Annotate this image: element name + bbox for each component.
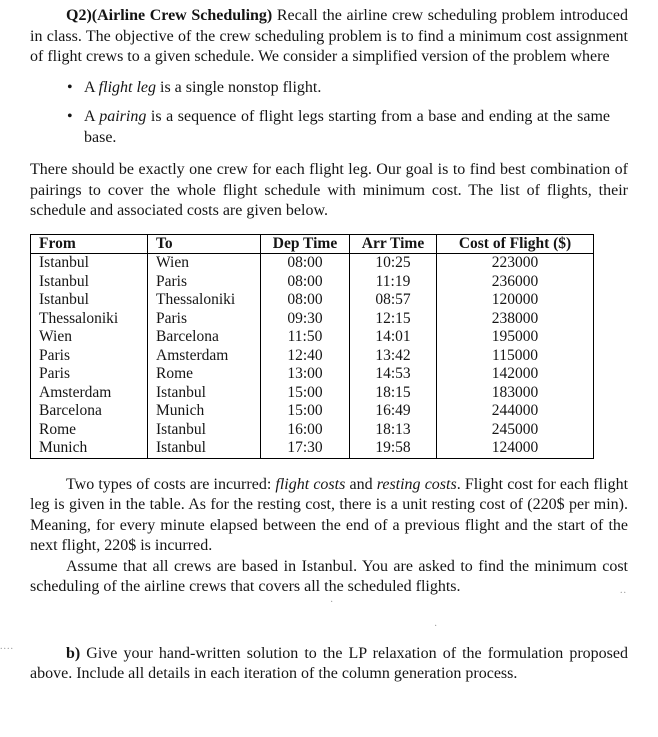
table-row [31, 402, 594, 421]
list-item-pairing [67, 107, 611, 148]
q2-intro-paragraph [30, 6, 628, 68]
bullet-post: is a sequence of flight legs starting from a base and ending at the same base. [84, 108, 611, 146]
table-cell: 18:15 [350, 384, 437, 403]
table-cell: 12:40 [261, 347, 350, 366]
scan-artifact: .... [0, 641, 14, 652]
q2-label: Q2)(Airline Crew Scheduling) [66, 7, 273, 24]
table-cell: 14:53 [350, 365, 437, 384]
table-cell: Rome [31, 421, 148, 440]
table-cell: 124000 [437, 439, 594, 458]
table-cell: 15:00 [261, 384, 350, 403]
table-cell: 11:50 [261, 328, 350, 347]
part-b-paragraph [30, 644, 628, 685]
table-cell: 13:00 [261, 365, 350, 384]
table-cell: Istanbul [148, 421, 261, 440]
table-row [31, 310, 594, 329]
table-cell: Munich [31, 439, 148, 458]
table-cell: Paris [148, 310, 261, 329]
table-row [31, 291, 594, 310]
table-cell: Rome [148, 365, 261, 384]
table-cell: Paris [31, 365, 148, 384]
costs-text: and [345, 475, 377, 493]
table-cell: 19:58 [350, 439, 437, 458]
table-cell: Istanbul [148, 384, 261, 403]
table-cell: 244000 [437, 402, 594, 421]
table-cell: 11:19 [350, 273, 437, 292]
table-cell: Thessaloniki [31, 310, 148, 329]
table-row [31, 328, 594, 347]
bullet-post: is a single nonstop flight. [156, 78, 322, 96]
part-b-label: b) [66, 644, 81, 662]
table-row [31, 439, 594, 458]
table-cell: 120000 [437, 291, 594, 310]
term-resting-costs: resting costs [376, 475, 457, 493]
table-cell: 17:30 [261, 439, 350, 458]
table-header-row [31, 234, 594, 254]
column-header: To [148, 234, 261, 254]
column-header: Dep Time [261, 234, 350, 254]
table-cell: Barcelona [31, 402, 148, 421]
term-pairing: pairing [99, 108, 147, 125]
scan-artifact: .. [620, 585, 627, 596]
table-cell: Munich [148, 402, 261, 421]
table-cell: 18:13 [350, 421, 437, 440]
table-cell: 15:00 [261, 402, 350, 421]
table-cell: Paris [148, 273, 261, 292]
table-cell: Istanbul [31, 273, 148, 292]
table-cell: 14:01 [350, 328, 437, 347]
costs-text: Two types of costs are incurred: [66, 475, 276, 493]
table-cell: 238000 [437, 310, 594, 329]
table-cell: 236000 [437, 273, 594, 292]
table-cell: 08:00 [261, 254, 350, 273]
table-cell: Wien [148, 254, 261, 273]
table-row [31, 384, 594, 403]
table-row [31, 347, 594, 366]
table-cell: Barcelona [148, 328, 261, 347]
term-flight-costs: flight costs [275, 475, 346, 493]
table-cell: 12:15 [350, 310, 437, 329]
column-header: From [31, 234, 148, 254]
table-cell: Amsterdam [148, 347, 261, 366]
bullet-pre: A [84, 78, 99, 96]
blank-gap [30, 598, 628, 644]
costs-text: . Flight cost for each flight leg is given in the table. As for the resting cost, there is a unit resting cost of (220$ per min). Meaning, for every minute elapsed between the end of a previous flight and the start of the next flight, 220$ is incurred. [30, 475, 629, 554]
q2-intro-text: Recall the airline crew scheduling problem introduced in class. The objective of the crew scheduling problem is to find a minimum cost assignment of flight crews to a given schedule. We consider a simplified version of the problem where [30, 7, 628, 65]
table-cell: 195000 [437, 328, 594, 347]
flights-table-body [31, 254, 594, 459]
definitions-list [30, 78, 628, 149]
bullet-pre: A [84, 108, 100, 125]
scan-artifact: · [330, 597, 335, 608]
table-cell: Istanbul [31, 291, 148, 310]
table-cell: 183000 [437, 384, 594, 403]
table-cell: 245000 [437, 421, 594, 440]
table-cell: Istanbul [148, 439, 261, 458]
goal-paragraph [30, 160, 628, 222]
flights-table [30, 234, 594, 459]
table-cell: Thessaloniki [148, 291, 261, 310]
table-cell: 16:00 [261, 421, 350, 440]
term-flight-leg: flight leg [98, 78, 156, 96]
table-cell: 08:00 [261, 291, 350, 310]
table-cell: 115000 [437, 347, 594, 366]
list-item-flight-leg [67, 78, 610, 99]
bullet-icon: • [67, 78, 73, 96]
table-cell: Amsterdam [31, 384, 148, 403]
table-cell: Istanbul [31, 254, 148, 273]
table-cell: 223000 [437, 254, 594, 273]
part-b-text: Give your hand-written solution to the LP relaxation of the formulation proposed above. Include all details in each iteration of the column generation process. [30, 644, 628, 682]
table-cell: 16:49 [350, 402, 437, 421]
costs-paragraph [30, 475, 628, 557]
column-header: Cost of Flight ($) [437, 234, 594, 254]
goal-text: There should be exactly one crew for each flight leg. Our goal is to find best combination of pairings to cover the whole flight schedule with minimum cost. The list of flights, their schedule and associated costs are given below. [30, 161, 628, 219]
assumption-paragraph [30, 557, 628, 598]
column-header: Arr Time [350, 234, 437, 254]
table-cell: 10:25 [350, 254, 437, 273]
flights-table-head [31, 234, 594, 254]
table-cell: 142000 [437, 365, 594, 384]
table-cell: 08:57 [350, 291, 437, 310]
table-cell: 13:42 [350, 347, 437, 366]
table-cell: Wien [31, 328, 148, 347]
table-cell: 09:30 [261, 310, 350, 329]
table-row [31, 254, 594, 273]
table-cell: 08:00 [261, 273, 350, 292]
table-row [31, 421, 594, 440]
table-row [31, 365, 594, 384]
scan-artifact: · [434, 621, 439, 632]
bullet-icon: • [67, 108, 73, 125]
assumption-text: Assume that all crews are based in Istanbul. You are asked to find the minimum cost scheduling of the airline crews that covers all the scheduled flights. [30, 557, 628, 595]
table-row [31, 273, 594, 292]
table-cell: Paris [31, 347, 148, 366]
